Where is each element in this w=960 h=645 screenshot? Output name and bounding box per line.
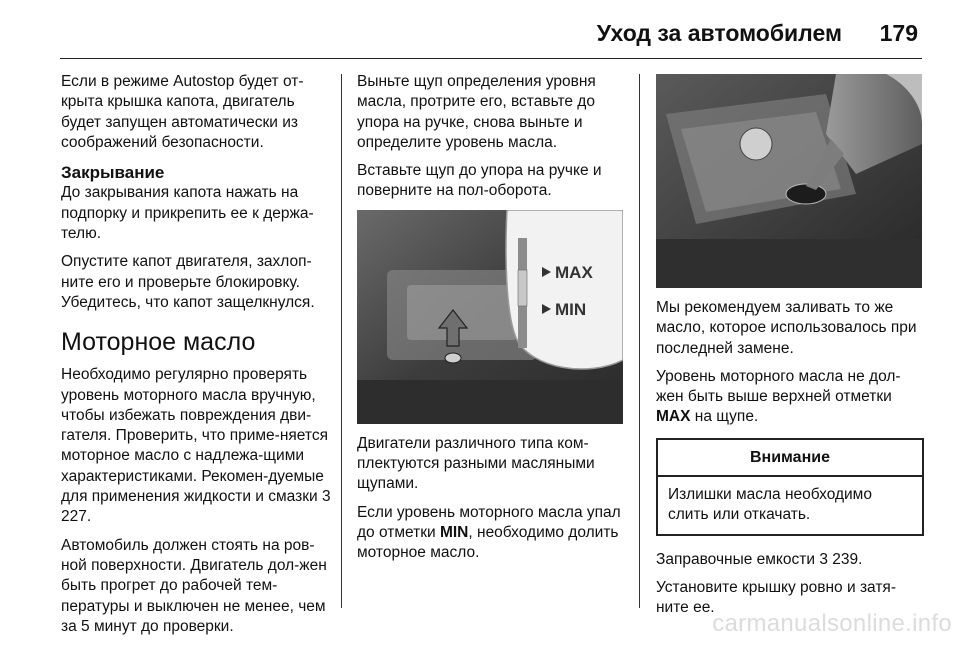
- cap-paragraph: Установите крышку ровно и затя-ните ее.: [656, 578, 896, 617]
- closing-paragraph-1: До закрывания капота нажать на подпорку и прикрепить ее к держа-телю.: [61, 184, 314, 243]
- same-oil-paragraph: Мы рекомендуем заливать то же масло, которое использовалось при последней замене.: [656, 299, 917, 357]
- cross-reference-link[interactable]: 3 239.: [819, 550, 863, 568]
- dipstick-handle-icon: [445, 353, 461, 363]
- engine-cover-panel: [407, 285, 517, 340]
- engine-lower-area: [357, 380, 623, 424]
- column-divider-1: [341, 74, 342, 608]
- max-label: MAX: [555, 262, 593, 282]
- caution-title: Внимание: [658, 440, 922, 477]
- oil-paragraph-2: Автомобиль должен стоять на ров-ной поверхности. Двигатель дол-жен быть прогрет до рабочей тем-пературы и выключен не менее, чем за 5 минут до проверки.: [61, 536, 327, 635]
- min-level-bold: MIN: [439, 523, 469, 541]
- caution-box: [656, 438, 924, 536]
- oil-paragraph-1-text: Необходимо регулярно проверять уровень моторного масла вручную, чтобы избежать повреждения дви-гателя. Проверить, что приме-няется моторное масло с надлежа-щими характеристиками. Рекомен-дуемые для применения жидкости и смазки: [61, 366, 328, 506]
- engine-lower-area: [656, 239, 922, 288]
- dipstick-paragraph-2: Вставьте щуп до упора на ручке и поверните на пол-оборота.: [357, 162, 602, 200]
- caution-body: Излишки масла необходимо слить или откачать.: [668, 486, 872, 524]
- max-level-bold: MAX: [656, 408, 691, 426]
- dipstick-level-zone: [518, 270, 527, 306]
- max-level-text: Уровень моторного масла не дол-жен быть выше верхней отметки: [656, 367, 901, 406]
- cross-reference-link[interactable]: 3 227.: [61, 488, 331, 526]
- oil-filler-opening: [786, 184, 826, 204]
- dipstick-paragraph-1: Выньте щуп определения уровня масла, протрите его, вставьте до упора на ручке, снова выньте и определите уровень масла.: [357, 73, 596, 151]
- min-label: MIN: [555, 299, 587, 319]
- watermark: carmanualsonline.info: [712, 610, 952, 637]
- column-1: [61, 72, 333, 645]
- engine-oil-heading: Моторное масло: [61, 328, 256, 357]
- oil-filling-illustration: [656, 74, 922, 288]
- column-2: [357, 72, 625, 572]
- dipstick-types-paragraph: Двигатели различного типа ком-плектуются разными масляными щупами.: [357, 434, 595, 493]
- page-header: [0, 0, 960, 60]
- page-title: Уход за автомобилем: [596, 20, 842, 46]
- column-3: [656, 72, 924, 627]
- max-level-paragraph: [656, 367, 924, 428]
- dipstick-illustration: [357, 210, 623, 424]
- closing-paragraph-2: Опустите капот двигателя, захлоп-ните его и проверьте блокировку. Убедитесь, что капот защелкнулся.: [61, 253, 315, 311]
- max-level-text-after: на щупе.: [690, 408, 759, 426]
- page-number: 179: [879, 20, 918, 46]
- closing-heading: Закрывание: [61, 163, 165, 183]
- capacities-text: Заправочные емкости: [656, 550, 816, 568]
- min-level-text-2: , необходимо долить моторное масло.: [357, 523, 619, 562]
- header-divider: [60, 58, 922, 59]
- oil-paragraph-1: [61, 365, 333, 527]
- autostop-paragraph: Если в режиме Autostop будет от-крыта крышка капота, двигатель будет запущен автоматически из соображений безопасности.: [61, 73, 304, 151]
- min-level-text-1: Если уровень моторного масла упал до отметки: [357, 503, 621, 541]
- min-level-paragraph: [357, 503, 625, 564]
- capacities-paragraph: [656, 550, 924, 570]
- column-divider-2: [639, 74, 640, 608]
- oil-cap-icon: [740, 128, 772, 160]
